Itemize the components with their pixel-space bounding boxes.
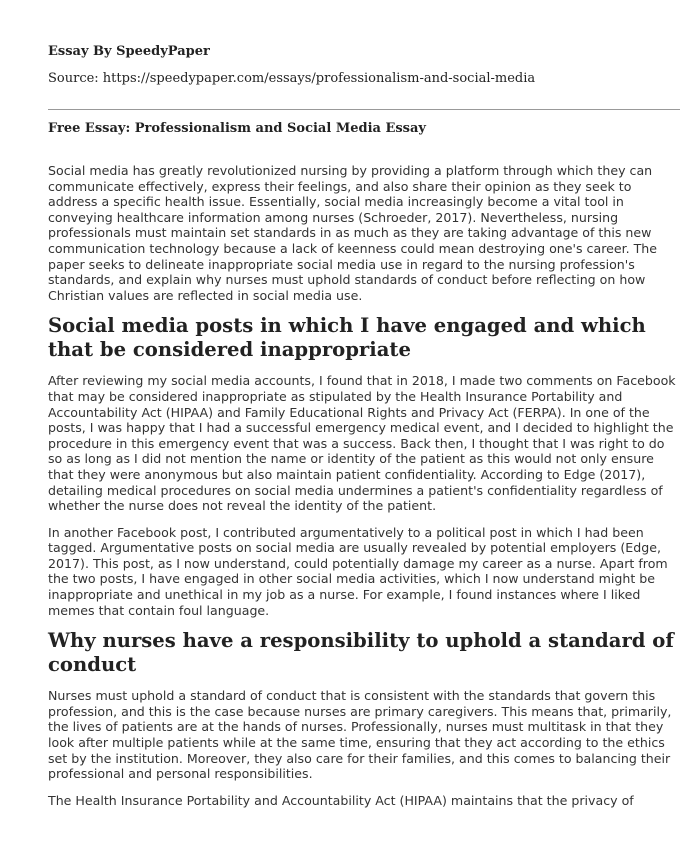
- header-divider: [48, 109, 680, 110]
- section-heading-standard-of-conduct: Why nurses have a responsibility to uphold a standard of conduct: [48, 629, 674, 677]
- essay-body: [48, 163, 678, 819]
- section2-paragraph-2: The Health Insurance Portability and Accountability Act (HIPAA) maintains that the privacy of: [48, 792, 634, 808]
- essay-title: Free Essay: Professionalism and Social Media Essay: [48, 121, 426, 136]
- section1-paragraph-2: In another Facebook post, I contributed argumentatively to a political post in which I had been tagged. Argumentative posts on social media are usually revealed by potential employers (Edge, 2017). This post, as I now understand, could potentially damage my career as a nurse. Apart from the two posts, I have engaged in other social media activities, which I now understand might be inappropriate and unethical in my job as a nurse. For example, I found instances where I liked memes that contain foul language.: [48, 524, 668, 618]
- intro-paragraph: Social media has greatly revolutionized nursing by providing a platform through which they can communicate effectively, express their feelings, and also share their opinion as they seek to address a specific health issue. Essentially, social media increasingly become a vital tool in conveying healthcare information among nurses (Schroeder, 2017). Nevertheless, nursing professionals must maintain set standards in as much as they are taking advantage of this new communication technology because a lack of keenness could mean destroying one's career. The paper seeks to delineate inappropriate social media use in regard to the nursing profession's standards, and explain why nurses must uphold standards of conduct before reflecting on how Christian values are reflected in social media use.: [48, 163, 658, 303]
- document-header-title: Essay By SpeedyPaper: [48, 44, 210, 59]
- section-heading-inappropriate-posts: Social media posts in which I have engaged and which that be considered inappropriate: [48, 314, 646, 362]
- document-source-line: Source: https://speedypaper.com/essays/professionalism-and-social-media: [48, 71, 536, 86]
- section1-paragraph-1: After reviewing my social media accounts, I found that in 2018, I made two comments on Facebook that may be considered inappropriate as stipulated by the Health Insurance Portability and Accountability Act (HIPAA) and Family Educational Rights and Privacy Act (FERPA). In one of the posts, I was happy that I had a successful emergency medical event, and I decided to highlight the procedure in this emergency event that was a success. Back then, I thought that I was right to do so as long as I did not mention the name or identity of the patient as this would not only ensure that they were anonymous but also maintain patient confidentiality. According to Edge (2017), detailing medical procedures on social media undermines a patient's confidentiality regardless of whether the nurse does not reveal the identity of the patient.: [48, 373, 676, 514]
- section2-paragraph-1: Nurses must uphold a standard of conduct that is consistent with the standards that govern this profession, and this is the case because nurses are primary caregivers. This means that, primarily, the lives of patients are at the hands of nurses. Professionally, nurses must multitask in that they look after multiple patients while at the same time, ensuring that they act according to the ethics set by the institution. Moreover, they also care for their families, and this comes to balancing their professional and personal responsibilities.: [48, 688, 672, 782]
